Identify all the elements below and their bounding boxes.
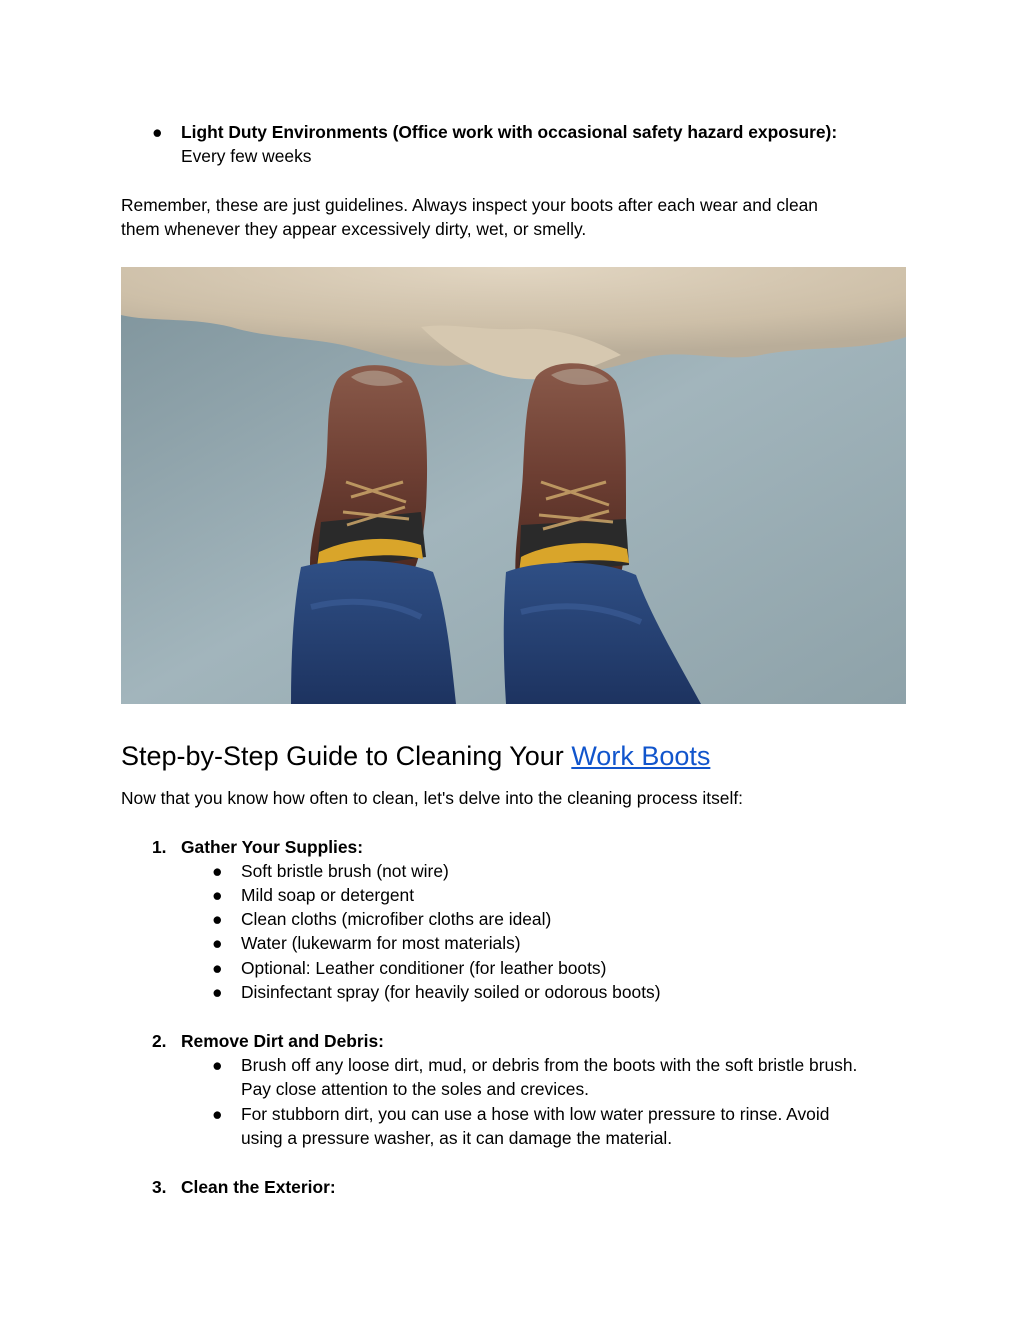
step-1-item-3: Clean cloths (microfiber cloths are ideal) — [241, 909, 552, 929]
step-3-number: 3. — [152, 1177, 167, 1197]
step-1-item-4: Water (lukewarm for most materials) — [241, 933, 521, 953]
step-1-title: Gather Your Supplies: — [181, 837, 363, 857]
step-1-item-2: Mild soap or detergent — [241, 885, 415, 905]
step-1-bullet-marker: ● — [212, 909, 223, 929]
step-1-item-5: Optional: Leather conditioner (for leather boots) — [241, 958, 607, 978]
bullet-marker: ● — [152, 122, 163, 142]
step-1-item-6: Disinfectant spray (for heavily soiled or odorous boots) — [241, 982, 661, 1002]
step-3-title: Clean the Exterior: — [181, 1177, 336, 1197]
step-1-number: 1. — [152, 837, 167, 857]
step-2-item-1-line-1: Brush off any loose dirt, mud, or debris from the boots with the soft bristle brush. — [241, 1055, 858, 1075]
step-2-bullet-marker: ● — [212, 1055, 223, 1075]
step-2-item-1-line-2: Pay close attention to the soles and crevices. — [241, 1079, 590, 1099]
intro-text: Now that you know how often to clean, let's delve into the cleaning process itself: — [121, 788, 744, 808]
step-1-bullet-marker: ● — [212, 958, 223, 978]
step-1-bullet-marker: ● — [212, 861, 223, 881]
work-boots-link[interactable]: Work Boots — [571, 741, 711, 771]
step-2-item-2-line-2: using a pressure washer, as it can damage the material. — [241, 1128, 673, 1148]
bullet-title: Light Duty Environments (Office work with occasional safety hazard exposure): — [181, 122, 838, 142]
step-2-bullet-marker: ● — [212, 1104, 223, 1124]
step-2-title: Remove Dirt and Debris: — [181, 1031, 384, 1051]
reminder-line-2: them whenever they appear excessively dirty, wet, or smelly. — [121, 219, 587, 239]
step-2-number: 2. — [152, 1031, 167, 1051]
step-1-bullet-marker: ● — [212, 982, 223, 1002]
section-heading — [121, 738, 710, 774]
step-1-bullet-marker: ● — [212, 933, 223, 953]
bullet-text: Every few weeks — [181, 146, 312, 166]
reminder-line-1: Remember, these are just guidelines. Always inspect your boots after each wear and clean — [121, 195, 818, 215]
work-boots-photo — [121, 267, 906, 704]
step-1-item-1: Soft bristle brush (not wire) — [241, 861, 449, 881]
step-1-bullet-marker: ● — [212, 885, 223, 905]
heading-text: Step-by-Step Guide to Cleaning Your — [121, 741, 572, 771]
step-2-item-2-line-1: For stubborn dirt, you can use a hose with low water pressure to rinse. Avoid — [241, 1104, 830, 1124]
